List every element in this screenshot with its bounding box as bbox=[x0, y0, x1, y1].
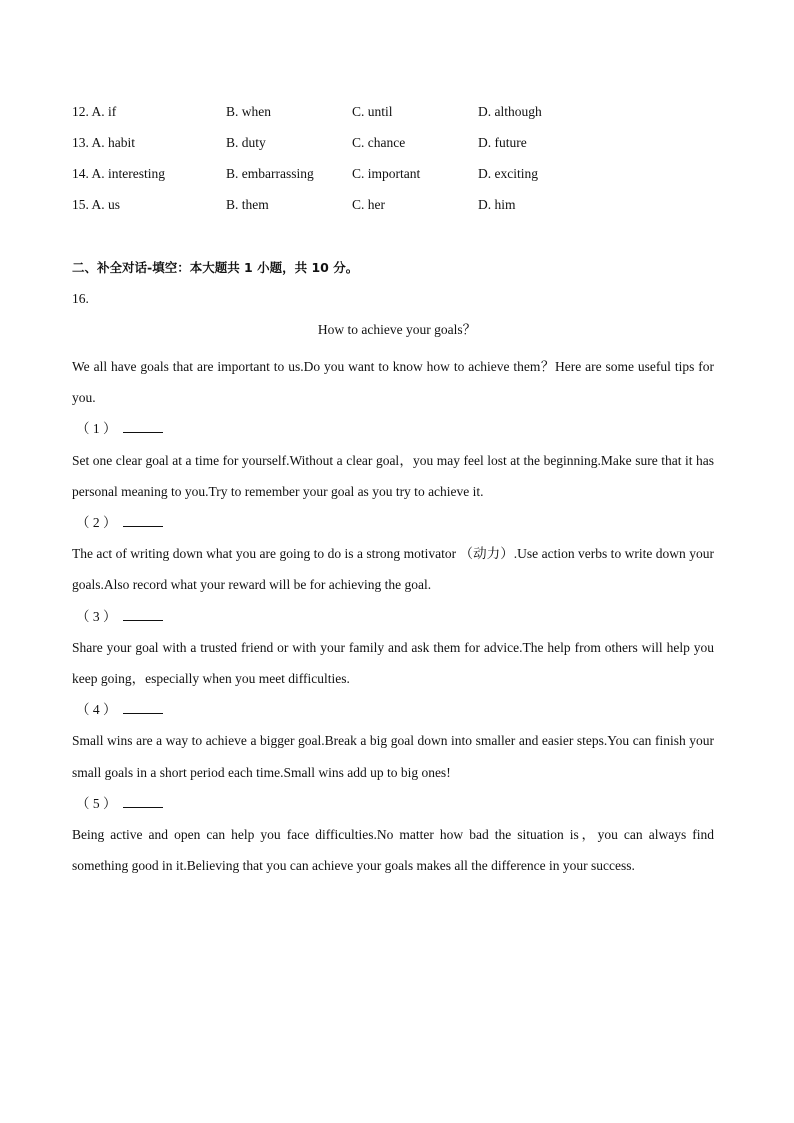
blank-2 bbox=[72, 507, 714, 538]
blank-2-label: （ 2 ） bbox=[76, 515, 117, 531]
question-number: 16. bbox=[72, 291, 89, 306]
option-14-a: 14. A. interesting bbox=[72, 166, 165, 181]
option-13-c: C. chance bbox=[352, 135, 406, 150]
paragraph-4: Small wins are a way to achieve a bigger goal.Break a big goal down into smaller and easier steps.You can finish your small goals in a short period each time.Small wins add up to big ones! bbox=[72, 733, 714, 780]
blank-4 bbox=[72, 694, 714, 725]
blank-1 bbox=[72, 413, 714, 444]
paragraph-3: Share your goal with a trusted friend or with your family and ask them for advice.The help from others will help you keep going，especially when you meet difficulties. bbox=[72, 639, 714, 687]
blank-5 bbox=[72, 788, 714, 819]
option-15-d: D. him bbox=[478, 197, 516, 212]
option-15-b: B. them bbox=[226, 197, 269, 212]
blank-4-label: （ 4 ） bbox=[76, 702, 117, 718]
option-15-a: 15. A. us bbox=[72, 197, 121, 212]
option-12-b: B. when bbox=[226, 104, 271, 119]
blank-2-line[interactable] bbox=[123, 511, 163, 527]
blank-5-label: （ 5 ） bbox=[76, 795, 117, 811]
option-14-b: B. embarrassing bbox=[226, 166, 314, 181]
option-row-13 bbox=[72, 133, 722, 164]
passage-body bbox=[72, 351, 714, 881]
option-12-d: D. although bbox=[478, 104, 542, 119]
section-heading: 二、补全对话-填空：本大题共 1 小题，共 10 分。 bbox=[72, 260, 359, 275]
option-14-d: D. exciting bbox=[478, 166, 538, 181]
option-12-c: C. until bbox=[352, 104, 393, 119]
option-14-c: C. important bbox=[352, 166, 421, 181]
passage-intro: We all have goals that are important to us.Do you want to know how to achieve them？Here are some useful tips for you. bbox=[72, 359, 714, 406]
blank-1-line[interactable] bbox=[123, 417, 163, 433]
option-13-a: 13. A. habit bbox=[72, 135, 135, 150]
option-row-15 bbox=[72, 195, 722, 226]
blank-3-label: （ 3 ） bbox=[76, 608, 117, 624]
paragraph-1: Set one clear goal at a time for yourself.Without a clear goal，you may feel lost at the beginning.Make sure that it has personal meaning to you.Try to remember your goal as you try to achieve it. bbox=[72, 452, 714, 499]
answer-options bbox=[72, 102, 722, 226]
blank-3-line[interactable] bbox=[123, 605, 163, 621]
paragraph-2: The act of writing down what you are going to do is a strong motivator （动力）.Use action verbs to write down your goals.Also record what your reward will be for achieving the goal. bbox=[72, 546, 714, 593]
blank-1-label: （ 1 ） bbox=[76, 421, 117, 437]
option-row-14 bbox=[72, 164, 722, 195]
option-13-b: B. duty bbox=[226, 135, 266, 150]
option-row-12 bbox=[72, 102, 722, 133]
paragraph-5: Being active and open can help you face difficulties.No matter how bad the situation is，you can always find something good in it.Believing that you can achieve your goals makes all the difference in your success. bbox=[72, 827, 714, 874]
blank-4-line[interactable] bbox=[123, 698, 163, 714]
option-13-d: D. future bbox=[478, 135, 527, 150]
blank-5-line[interactable] bbox=[123, 792, 163, 808]
blank-3 bbox=[72, 601, 714, 632]
option-15-c: C. her bbox=[352, 197, 385, 212]
passage-title: How to achieve your goals？ bbox=[317, 322, 477, 337]
option-12-a: 12. A. if bbox=[72, 104, 117, 119]
